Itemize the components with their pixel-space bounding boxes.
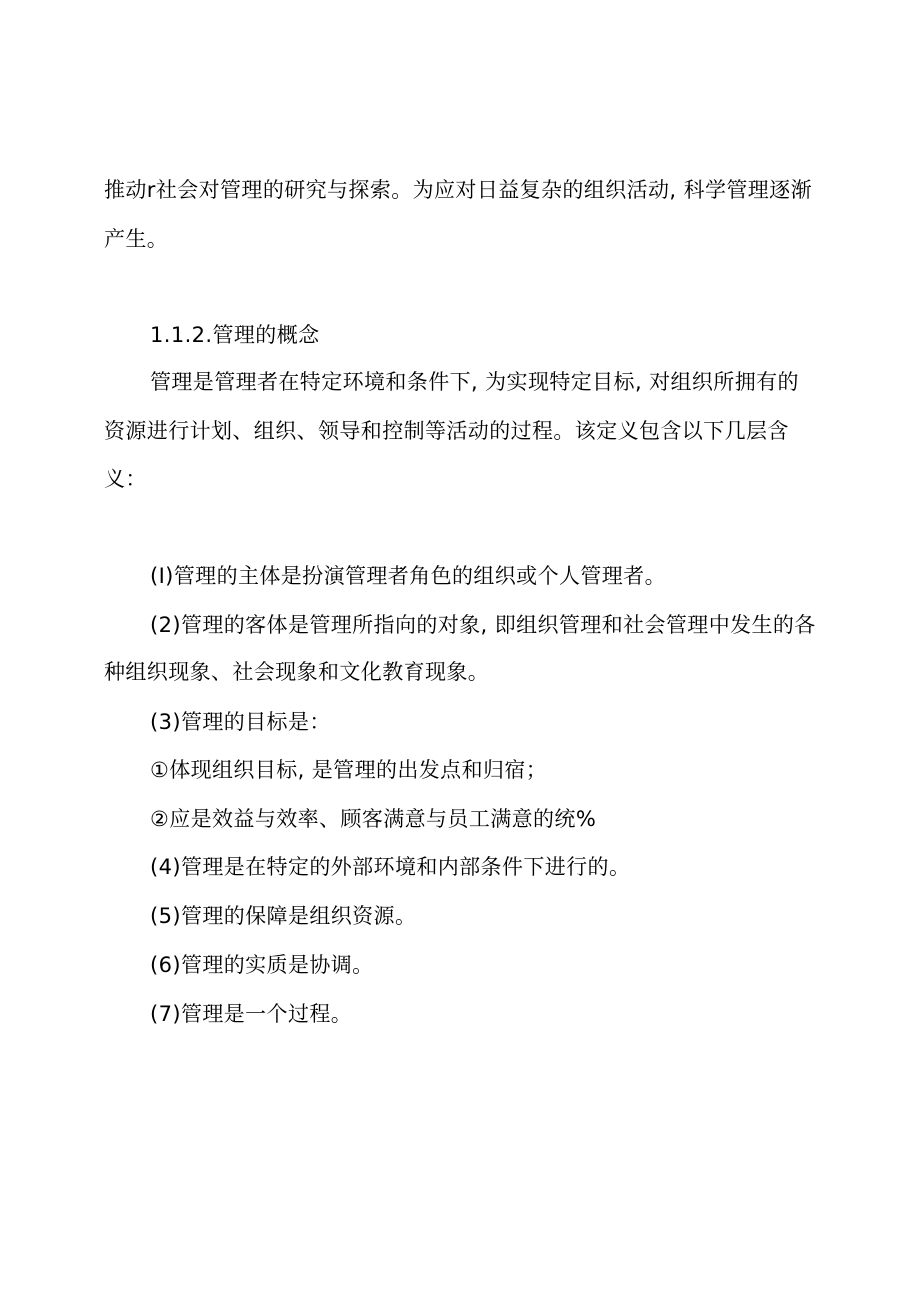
list-item-2-line-1: (2)管理的客体是管理所指向的对象, 即组织管理和社会管理中发生的各 bbox=[150, 613, 816, 637]
list-item-3-sub-2: ②应是效益与效率、顾客满意与员工满意的统% bbox=[150, 807, 597, 831]
list-item-3: (3)管理的目标是： bbox=[150, 710, 331, 734]
list-item-1: (I)管理的主体是扮演管理者角色的组织或个人管理者。 bbox=[150, 564, 666, 588]
list-item-3-sub-1: ①体现组织目标, 是管理的出发点和归宿； bbox=[150, 758, 548, 782]
list-item-6: (6)管理的实质是协调。 bbox=[150, 953, 374, 977]
definition-line-2: 资源进行计划、组织、领导和控制等活动的过程。该定义包含以下几层含 bbox=[104, 419, 789, 443]
list-item-7: (7)管理是一个过程。 bbox=[150, 1002, 353, 1026]
intro-paragraph-line-1: 推动r社会对管理的研究与探索。为应对日益复杂的组织活动, 科学管理逐渐 bbox=[104, 178, 812, 202]
intro-paragraph-line-2: 产生。 bbox=[104, 227, 169, 251]
definition-line-1: 管理是管理者在特定环境和条件下, 为实现特定目标, 对组织所拥有的 bbox=[150, 370, 799, 394]
definition-line-3: 义： bbox=[104, 467, 147, 491]
list-item-4: (4)管理是在特定的外部环境和内部条件下进行的。 bbox=[150, 855, 631, 879]
list-item-5: (5)管理的保障是组织资源。 bbox=[150, 904, 417, 928]
section-heading: 1.1.2.管理的概念 bbox=[150, 323, 320, 347]
list-item-2-line-2: 种组织现象、社会现象和文化教育现象。 bbox=[104, 660, 490, 684]
